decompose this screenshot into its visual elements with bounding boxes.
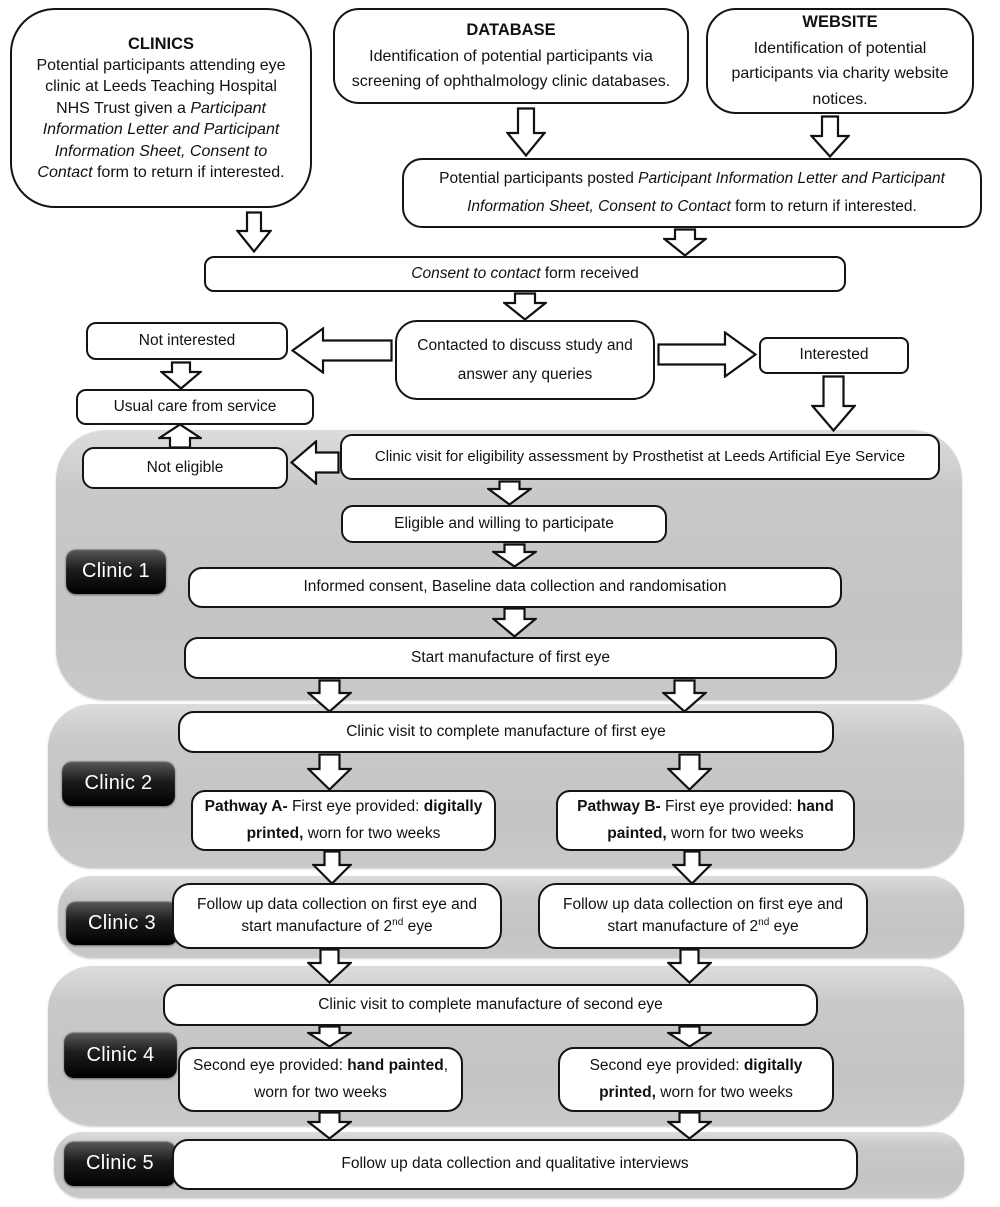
flow-arrow-down-icon (312, 850, 352, 885)
box-not-interested-text: Not interested (138, 331, 236, 349)
text-segment: First eye provided: (287, 798, 424, 816)
text-segment: Participant Information Letter and Participant Information Sheet, Consent to Contact (467, 170, 945, 215)
flow-arrow-down-icon (307, 753, 352, 791)
text-segment: hand painted, (607, 798, 834, 842)
flow-arrow-left-icon (291, 327, 393, 374)
box-website-title: WEBSITE (802, 13, 878, 32)
flow-arrow-down-icon (160, 361, 202, 390)
box-second-eye-digital (558, 1047, 834, 1112)
text-segment: hand painted (347, 1057, 444, 1075)
flow-arrow-down-icon (492, 607, 537, 638)
text-segment: , worn for two weeks (254, 1057, 448, 1101)
box-clinics-text (28, 55, 294, 184)
text-segment: form to return if interested. (92, 164, 285, 181)
box-usual-care (76, 389, 314, 425)
box-interested-text: Interested (799, 346, 869, 364)
clinic1-label: Clinic 1 (66, 549, 166, 594)
flow-arrow-down-icon (810, 115, 850, 158)
flow-arrow-down-icon (663, 228, 707, 257)
text-segment: form received (540, 264, 639, 282)
box-not-eligible (82, 447, 288, 489)
superscript: nd (758, 916, 770, 928)
box-clinics (10, 8, 312, 208)
box-interested (759, 337, 909, 374)
clinic4-label: Clinic 4 (64, 1032, 177, 1078)
box-complete-second-eye-text: Clinic visit to complete manufacture of second eye (318, 995, 663, 1013)
box-followup-first-a-text (182, 894, 492, 939)
flow-arrow-down-icon (236, 211, 272, 253)
text-segment: Follow up data collection on first eye and start manufacture of 2 (196, 895, 478, 935)
box-informed-consent (188, 567, 842, 608)
superscript: nd (392, 916, 404, 928)
box-posted-text (412, 165, 972, 221)
box-pathway-b (556, 790, 855, 851)
clinic2-label: Clinic 2 (62, 761, 175, 806)
box-followup-first-b (538, 883, 868, 949)
box-complete-first-eye-text: Clinic visit to complete manufacture of first eye (346, 722, 666, 740)
flow-arrow-down-icon (506, 107, 546, 157)
flow-arrow-down-icon (307, 948, 352, 984)
box-clinics-title: CLINICS (128, 34, 194, 53)
box-pathway-a (191, 790, 496, 851)
text-segment: digitally printed, (246, 798, 483, 842)
box-eligibility-visit (340, 434, 940, 480)
box-pathway-b-text (566, 794, 845, 847)
text-segment: Pathway A- (204, 798, 288, 816)
text-segment: form to return if interested. (730, 198, 917, 215)
box-second-eye-hand-text (188, 1053, 453, 1106)
box-followup-first-b-text (548, 894, 858, 939)
flow-arrow-down-icon (662, 679, 707, 713)
flow-arrow-left-icon (290, 440, 340, 485)
clinic5-label: Clinic 5 (64, 1141, 176, 1186)
box-complete-first-eye (178, 711, 834, 753)
flow-arrow-down-icon (672, 850, 712, 885)
text-segment: Potential participants posted (439, 170, 639, 188)
text-segment: worn for two weeks (303, 824, 441, 842)
box-eligible-willing-text: Eligible and willing to participate (394, 514, 614, 532)
box-eligibility-visit-text: Clinic visit for eligibility assessment by Prosthetist at Leeds Artificial Eye Service (374, 447, 906, 465)
text-segment: Consent to contact (411, 264, 541, 282)
flow-arrow-down-icon (667, 948, 712, 984)
box-followup-final (172, 1139, 858, 1190)
box-website (706, 8, 974, 114)
text-segment: Second eye provided: (192, 1057, 348, 1075)
box-followup-first-a (172, 883, 502, 949)
flow-arrow-down-icon (307, 679, 352, 713)
box-usual-care-text: Usual care from service (113, 397, 277, 415)
clinic3-label: Clinic 3 (66, 901, 178, 945)
flow-arrow-up-icon (158, 423, 202, 449)
text-segment: Potential participants attending eye clinic at Leeds Teaching Hospital NHS Trust given a (36, 56, 286, 117)
box-not-eligible-text: Not eligible (146, 458, 224, 476)
flow-arrow-down-icon (487, 480, 532, 506)
text-segment: Pathway B- (577, 798, 661, 816)
box-database-title: DATABASE (466, 21, 556, 40)
box-second-eye-digital-text (568, 1053, 824, 1106)
box-start-first-eye (184, 637, 837, 679)
box-complete-second-eye (163, 984, 818, 1026)
text-segment: eye (403, 918, 433, 935)
flow-arrow-down-icon (667, 1025, 712, 1048)
text-segment: worn for two weeks (666, 824, 804, 842)
flow-arrow-down-icon (307, 1025, 352, 1048)
flow-arrow-down-icon (667, 1111, 712, 1140)
text-segment: digitally printed, (599, 1057, 803, 1101)
flow-arrow-down-icon (503, 292, 547, 321)
box-eligible-willing (341, 505, 667, 543)
box-second-eye-hand (178, 1047, 463, 1112)
text-segment: First eye provided: (660, 798, 797, 816)
flow-arrow-down-icon (492, 543, 537, 568)
text-segment: Second eye provided: (589, 1057, 744, 1075)
box-website-text: Identification of potential participants via charity website notices. (731, 39, 949, 108)
flow-arrow-right-icon (657, 331, 757, 378)
box-consent-received-text (411, 264, 638, 285)
box-contacted (395, 320, 655, 400)
box-not-interested (86, 322, 288, 360)
flow-arrow-down-icon (811, 375, 856, 432)
box-posted (402, 158, 982, 228)
text-segment: eye (769, 918, 799, 935)
box-database-text: Identification of potential participants via screening of ophthalmology clinic databases. (351, 47, 671, 91)
text-segment: worn for two weeks (655, 1083, 793, 1101)
flow-arrow-down-icon (307, 1111, 352, 1140)
text-segment: Follow up data collection on first eye and start manufacture of 2 (562, 895, 844, 935)
box-database (333, 8, 689, 104)
flow-arrow-down-icon (667, 753, 712, 791)
box-start-first-eye-text: Start manufacture of first eye (410, 648, 610, 666)
box-pathway-a-text (201, 794, 486, 847)
text-segment: Participant Information Letter and Participant Information Sheet, Consent to Contact (37, 99, 280, 181)
box-contacted-text: Contacted to discuss study and answer any queries (417, 336, 633, 383)
box-informed-consent-text: Informed consent, Baseline data collection and randomisation (303, 578, 727, 596)
box-consent-received (204, 256, 846, 292)
box-followup-final-text: Follow up data collection and qualitative interviews (341, 1155, 689, 1173)
